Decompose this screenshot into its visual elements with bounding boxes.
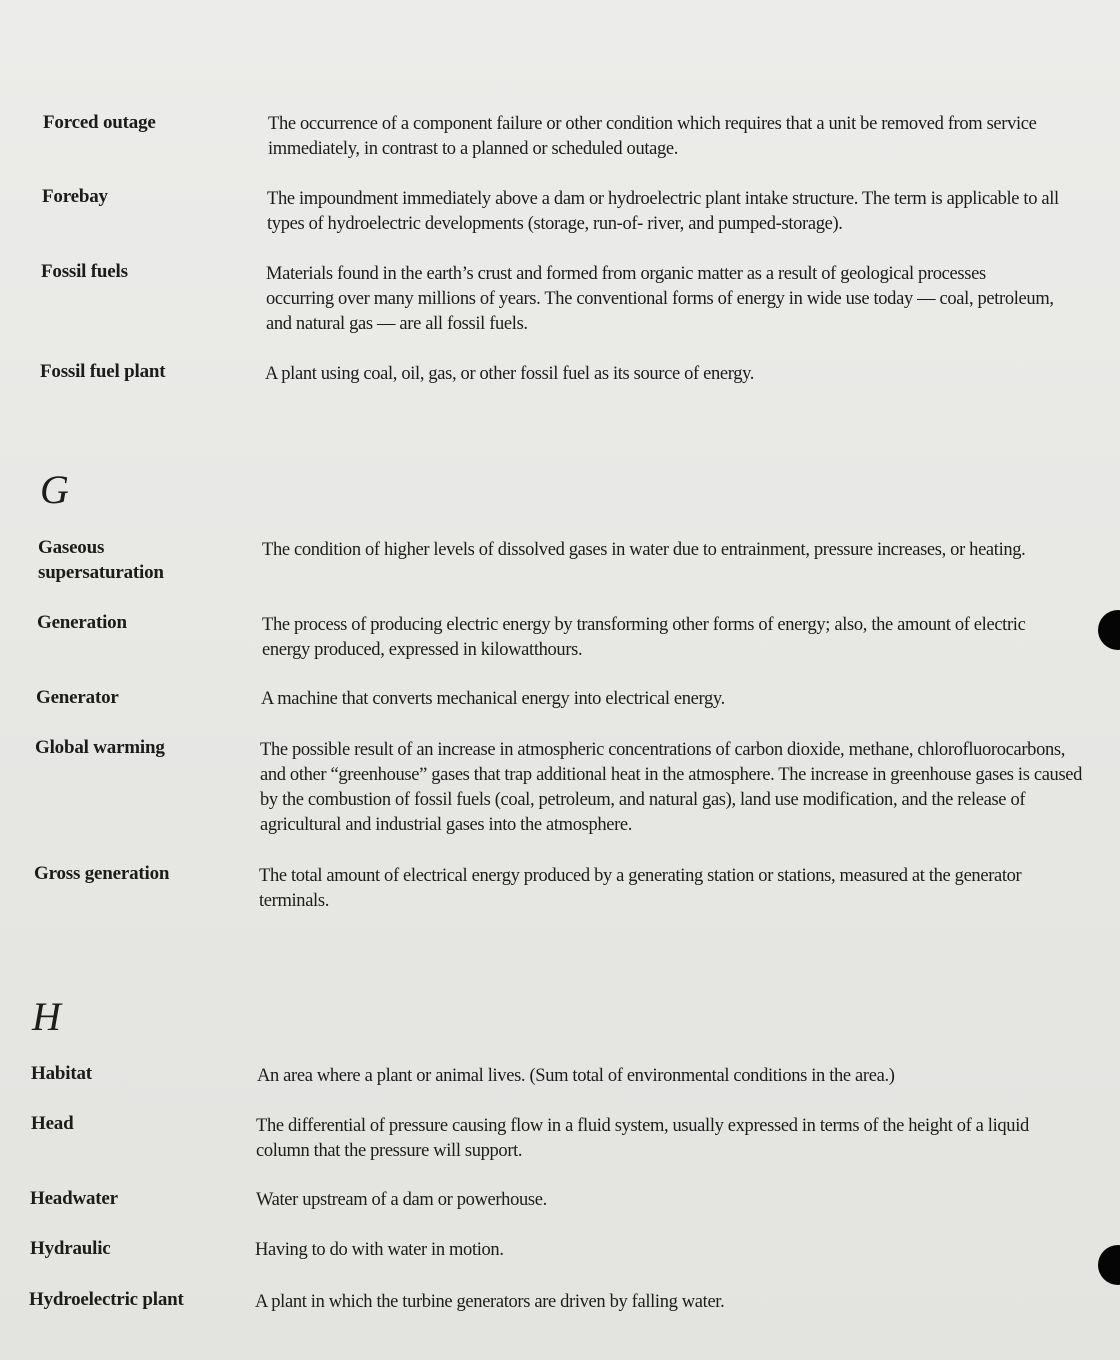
term: Generation bbox=[37, 612, 127, 633]
definition: Water upstream of a dam or powerhouse. bbox=[256, 1190, 547, 1210]
definition: Having to do with water in motion. bbox=[255, 1240, 504, 1260]
definition: The total amount of electrical energy produced by a generating station or stations, measured at the generator terminals. bbox=[259, 866, 1022, 911]
definition: A machine that converts mechanical energy into electrical energy. bbox=[261, 689, 725, 709]
punch-hole bbox=[1098, 610, 1120, 650]
term: Hydraulic bbox=[30, 1238, 111, 1259]
term: Head bbox=[31, 1113, 74, 1134]
term: Hydroelectric plant bbox=[29, 1289, 184, 1310]
definition: The occurrence of a component failure or other condition which requires that a unit be removed from service immediately, in contrast to a planned or scheduled outage. bbox=[268, 114, 1037, 159]
definition: The impoundment immediately above a dam or hydroelectric plant intake structure. The term is applicable to all types of hydroelectric developments (storage, run-of- river, and pumped-storage). bbox=[267, 189, 1059, 234]
definition: Materials found in the earth’s crust and formed from organic matter as a result of geological processes occurring over many millions of years. The conventional forms of energy in wide use today — coal, petroleum, and natural gas — are all fossil fuels. bbox=[266, 264, 1054, 334]
term: Global warming bbox=[35, 737, 165, 758]
term: Generator bbox=[36, 687, 119, 708]
punch-hole bbox=[1098, 1245, 1120, 1285]
definition: An area where a plant or animal lives. (Sum total of environmental conditions in the area.) bbox=[257, 1066, 895, 1086]
term: Fossil fuels bbox=[41, 261, 128, 282]
definition: The condition of higher levels of dissolved gases in water due to entrainment, pressure increases, or heating. bbox=[262, 540, 1026, 560]
definition: The process of producing electric energy by transforming other forms of energy; also, the amount of electric energy produced, expressed in kilowatthours. bbox=[262, 615, 1026, 660]
section-letter-g: G bbox=[40, 467, 69, 512]
definition: The possible result of an increase in atmospheric concentrations of carbon dioxide, methane, chlorofluorocarbons, and other “greenhouse” gases that trap additional heat in the atmosphere. The increase in greenhouse gases is caused by the combustion of fossil fuels (coal, petroleum, and natural gas), land use modification, and the release of agricultural and industrial gases into the atmosphere. bbox=[260, 740, 1083, 835]
term: Headwater bbox=[30, 1188, 118, 1209]
definition: The differential of pressure causing flow in a fluid system, usually expressed in terms of the height of a liquid column that the pressure will support. bbox=[256, 1116, 1029, 1161]
term: Fossil fuel plant bbox=[40, 361, 166, 382]
definition: A plant in which the turbine generators are driven by falling water. bbox=[255, 1292, 725, 1312]
term: Habitat bbox=[31, 1063, 92, 1084]
term: Forebay bbox=[42, 186, 108, 207]
term: Gross generation bbox=[34, 863, 170, 884]
term: Forced outage bbox=[43, 112, 156, 133]
section-letter-h: H bbox=[32, 994, 61, 1039]
term: Gaseous supersaturation bbox=[38, 537, 164, 583]
definition: A plant using coal, oil, gas, or other fossil fuel as its source of energy. bbox=[265, 364, 755, 384]
